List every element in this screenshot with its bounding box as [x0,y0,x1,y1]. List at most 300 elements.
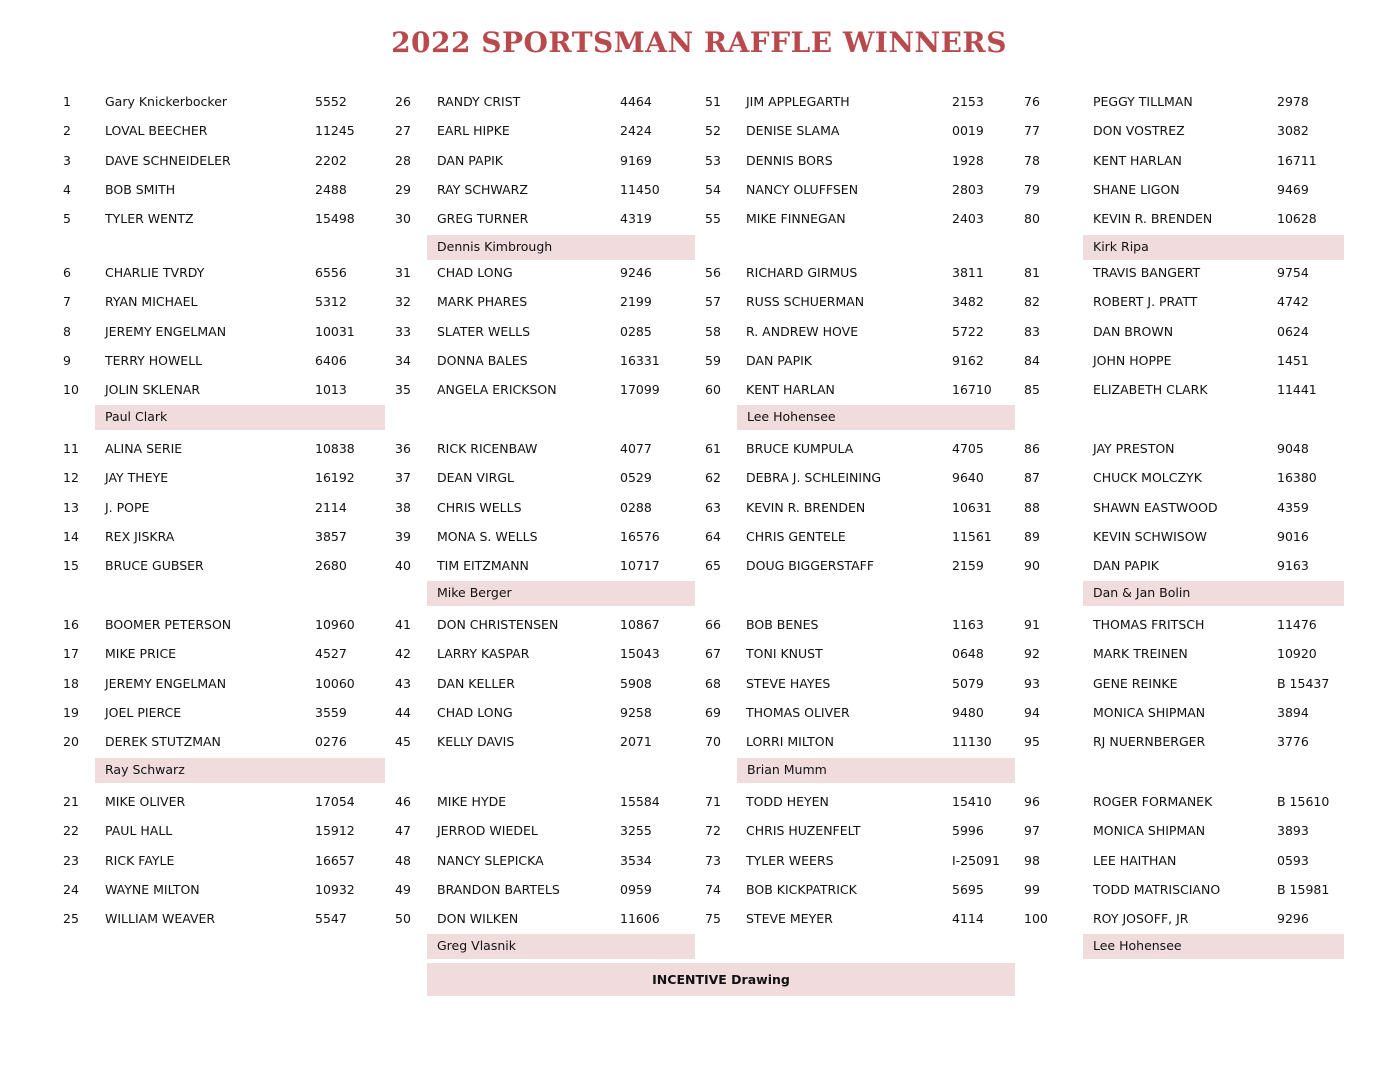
winner-number: 12 [63,470,79,486]
winner-number: 8 [63,323,71,339]
winner-number: 81 [1024,265,1040,280]
winner-number: 36 [395,441,411,456]
winner-name: ROY JOSOFF, JR [1093,911,1189,927]
winner-name: KEVIN SCHWISOW [1093,528,1207,544]
incentive-drawing-label: INCENTIVE Drawing [652,972,790,987]
winner-number: 99 [1024,881,1040,897]
ticket-number: 10628 [1277,211,1317,227]
ticket-number: 3776 [1277,734,1309,750]
ticket-number: 2153 [952,94,984,109]
winner-name: DON CHRISTENSEN [437,617,559,632]
ticket-number: 5547 [315,911,347,927]
winner-name: REX JISKRA [105,528,175,544]
winner-name: DENNIS BORS [746,152,833,168]
ticket-number: 2424 [620,123,652,139]
winner-number: 88 [1024,499,1040,515]
ticket-number: 11245 [315,123,355,139]
ticket-number: 16710 [952,382,992,398]
ticket-number: 16380 [1277,470,1317,486]
winner-name: RAY SCHWARZ [437,181,528,197]
winner-name: MONA S. WELLS [437,528,538,544]
ticket-number: B 15437 [1277,675,1330,691]
winner-name: NANCY SLEPICKA [437,852,544,868]
page-title: 2022 SPORTSMAN RAFFLE WINNERS [391,26,1007,59]
prize-winner-name: Kirk Ripa [1093,239,1149,254]
winner-number: 76 [1024,94,1040,109]
ticket-number: 10717 [620,558,660,574]
prize-winner-name: Brian Mumm [747,762,827,777]
winner-name: GENE REINKE [1093,675,1178,691]
ticket-number: 10838 [315,441,355,456]
winner-name: TYLER WEERS [746,852,834,868]
winner-name: MARK PHARES [437,294,528,310]
ticket-number: 4705 [952,441,984,456]
ticket-number: 2680 [315,558,347,574]
winner-name: DON VOSTREZ [1093,123,1185,139]
winner-number: 46 [395,794,411,809]
ticket-number: 3893 [1277,823,1309,839]
winner-name: MONICA SHIPMAN [1093,823,1206,839]
winner-number: 33 [395,323,411,339]
winner-name: WAYNE MILTON [105,881,200,897]
winner-name: BOB BENES [746,617,819,632]
winner-number: 14 [63,528,79,544]
winner-number: 42 [395,646,411,662]
winner-name: DOUG BIGGERSTAFF [746,558,875,574]
winner-number: 26 [395,94,411,109]
winner-number: 11 [63,441,79,456]
prize-winner-name: Lee Hohensee [747,409,836,424]
winner-number: 38 [395,499,411,515]
winner-number: 19 [63,704,79,720]
winner-name: STEVE MEYER [746,911,833,927]
ticket-number: 0529 [620,470,652,486]
winner-name: JIM APPLEGARTH [746,94,850,109]
winner-name: CHRIS GENTELE [746,528,846,544]
winner-number: 55 [705,211,721,227]
winner-name: BOB KICKPATRICK [746,881,857,897]
ticket-number: 9640 [952,470,984,486]
ticket-number: 0648 [952,646,984,662]
winner-number: 85 [1024,382,1040,398]
winner-number: 1 [63,94,71,109]
winner-name: LOVAL BEECHER [105,123,208,139]
ticket-number: 0959 [620,881,652,897]
winner-number: 16 [63,617,79,632]
winner-name: TODD HEYEN [746,794,829,809]
winner-name: THOMAS OLIVER [746,704,850,720]
incentive-drawing-band [427,963,1015,996]
ticket-number: 9469 [1277,181,1309,197]
winner-name: MARK TREINEN [1093,646,1188,662]
winner-name: EARL HIPKE [437,123,510,139]
winner-number: 50 [395,911,411,927]
winner-name: DEREK STUTZMAN [105,734,221,750]
ticket-number: 2403 [952,211,984,227]
winner-name: JERROD WIEDEL [437,823,538,839]
winner-number: 63 [705,499,721,515]
ticket-number: 6556 [315,265,347,280]
winner-number: 86 [1024,441,1040,456]
winner-number: 96 [1024,794,1040,809]
winner-number: 3 [63,152,71,168]
winner-number: 43 [395,675,411,691]
ticket-number: 2488 [315,181,347,197]
winner-name: CHAD LONG [437,265,513,280]
winner-number: 31 [395,265,411,280]
winner-name: RICHARD GIRMUS [746,265,858,280]
winner-number: 72 [705,823,721,839]
winner-name: SHAWN EASTWOOD [1093,499,1218,515]
winner-number: 78 [1024,152,1040,168]
ticket-number: 4077 [620,441,652,456]
winner-name: BRUCE GUBSER [105,558,204,574]
winner-name: CHUCK MOLCZYK [1093,470,1202,486]
winner-number: 94 [1024,704,1040,720]
winner-number: 71 [705,794,721,809]
ticket-number: 16192 [315,470,355,486]
winner-name: ROBERT J. PRATT [1093,294,1198,310]
prize-winner-name: Lee Hohensee [1093,938,1182,953]
ticket-number: 2199 [620,294,652,310]
winner-number: 62 [705,470,721,486]
ticket-number: 9048 [1277,441,1309,456]
winner-number: 79 [1024,181,1040,197]
ticket-number: 15498 [315,211,355,227]
ticket-number: 15043 [620,646,660,662]
winner-number: 27 [395,123,411,139]
winner-name: TODD MATRISCIANO [1093,881,1221,897]
ticket-number: 0276 [315,734,347,750]
winner-number: 2 [63,123,71,139]
winner-number: 20 [63,734,79,750]
ticket-number: 6406 [315,352,347,368]
ticket-number: 3482 [952,294,984,310]
ticket-number: 0624 [1277,323,1309,339]
winner-number: 57 [705,294,721,310]
winner-number: 49 [395,881,411,897]
ticket-number: 15410 [952,794,992,809]
winner-number: 41 [395,617,411,632]
winner-name: CHARLIE TVRDY [105,265,205,280]
ticket-number: 16711 [1277,152,1317,168]
prize-winner-name: Ray Schwarz [105,762,185,777]
ticket-number: 4114 [952,911,984,927]
ticket-number: 1451 [1277,352,1309,368]
winner-name: BRANDON BARTELS [437,881,560,897]
winner-name: WILLIAM WEAVER [105,911,216,927]
winner-number: 28 [395,152,411,168]
ticket-number: 10932 [315,881,355,897]
winner-name: DAN KELLER [437,675,515,691]
winner-name: JOHN HOPPE [1093,352,1172,368]
winner-name: KENT HARLAN [746,382,835,398]
winner-name: TRAVIS BANGERT [1093,265,1201,280]
winner-number: 58 [705,323,721,339]
ticket-number: 0288 [620,499,652,515]
winner-number: 32 [395,294,411,310]
winner-number: 9 [63,352,71,368]
winner-number: 66 [705,617,721,632]
ticket-number: 3894 [1277,704,1309,720]
winner-name: GREG TURNER [437,211,529,227]
ticket-number: 16576 [620,528,660,544]
ticket-number: 16331 [620,352,660,368]
ticket-number: 4527 [315,646,347,662]
winner-number: 22 [63,823,79,839]
winner-number: 18 [63,675,79,691]
winner-number: 45 [395,734,411,750]
ticket-number: I-25091 [952,852,1000,868]
ticket-number: 3255 [620,823,652,839]
winner-number: 6 [63,265,71,280]
winner-name: MIKE OLIVER [105,794,186,809]
winner-number: 52 [705,123,721,139]
winner-number: 73 [705,852,721,868]
ticket-number: 10960 [315,617,355,632]
winner-name: JOEL PIERCE [105,704,182,720]
winner-number: 68 [705,675,721,691]
winner-name: DONNA BALES [437,352,528,368]
winner-name: MONICA SHIPMAN [1093,704,1206,720]
ticket-number: 10060 [315,675,355,691]
winner-name: KEVIN R. BRENDEN [1093,211,1213,227]
winner-name: DON WILKEN [437,911,519,927]
winner-number: 100 [1024,911,1048,927]
winner-number: 34 [395,352,411,368]
winner-name: TONI KNUST [746,646,823,662]
ticket-number: 11561 [952,528,992,544]
winner-number: 61 [705,441,721,456]
winner-name: ALINA SERIE [105,441,183,456]
winner-number: 97 [1024,823,1040,839]
winner-name: SLATER WELLS [437,323,531,339]
winner-name: JAY THEYE [105,470,169,486]
winner-number: 53 [705,152,721,168]
ticket-number: 5908 [620,675,652,691]
ticket-number: 10031 [315,323,355,339]
ticket-number: 0285 [620,323,652,339]
winner-name: DAN BROWN [1093,323,1174,339]
winner-name: ANGELA ERICKSON [437,382,557,398]
winner-number: 25 [63,911,79,927]
ticket-number: 9754 [1277,265,1309,280]
winner-number: 40 [395,558,411,574]
winner-number: 91 [1024,617,1040,632]
ticket-number: 11606 [620,911,660,927]
winner-number: 75 [705,911,721,927]
winner-name: CHAD LONG [437,704,513,720]
winner-number: 30 [395,211,411,227]
winner-name: RICK FAYLE [105,852,175,868]
winner-name: RJ NUERNBERGER [1093,734,1206,750]
ticket-number: 11441 [1277,382,1317,398]
winner-name: RUSS SCHUERMAN [746,294,865,310]
prize-winner-name: Dennis Kimbrough [437,239,553,254]
winner-number: 56 [705,265,721,280]
winner-name: DAVE SCHNEIDELER [105,152,231,168]
winner-name: DEAN VIRGL [437,470,514,486]
winner-name: KENT HARLAN [1093,152,1182,168]
winner-name: NANCY OLUFFSEN [746,181,859,197]
winner-number: 70 [705,734,721,750]
winner-name: LARRY KASPAR [437,646,530,662]
winner-number: 37 [395,470,411,486]
ticket-number: 3082 [1277,123,1309,139]
winner-name: J. POPE [105,499,150,515]
winner-name: CHRIS WELLS [437,499,522,515]
winner-name: RANDY CRIST [437,94,521,109]
winner-name: DEBRA J. SCHLEINING [746,470,882,486]
winner-name: DAN PAPIK [746,352,812,368]
winner-name: JAY PRESTON [1093,441,1175,456]
winner-number: 60 [705,382,721,398]
winner-name: MIKE FINNEGAN [746,211,846,227]
winner-number: 90 [1024,558,1040,574]
winner-number: 59 [705,352,721,368]
winner-name: BOOMER PETERSON [105,617,232,632]
winner-number: 89 [1024,528,1040,544]
winner-number: 5 [63,211,71,227]
ticket-number: 10867 [620,617,660,632]
winner-number: 80 [1024,211,1040,227]
ticket-number: 16657 [315,852,355,868]
winner-number: 92 [1024,646,1040,662]
winner-name: TERRY HOWELL [105,352,203,368]
ticket-number: 17054 [315,794,355,809]
winner-name: THOMAS FRITSCH [1093,617,1205,632]
ticket-number: 5312 [315,294,347,310]
ticket-number: 5996 [952,823,984,839]
ticket-number: 2159 [952,558,984,574]
winner-number: 4 [63,181,71,197]
ticket-number: 1928 [952,152,984,168]
ticket-number: 10920 [1277,646,1317,662]
ticket-number: 2071 [620,734,652,750]
winner-number: 23 [63,852,79,868]
ticket-number: 4464 [620,94,652,109]
ticket-number: 5079 [952,675,984,691]
ticket-number: 9162 [952,352,984,368]
winner-number: 54 [705,181,721,197]
winner-number: 51 [705,94,721,109]
winner-name: Gary Knickerbocker [105,94,228,109]
ticket-number: 3534 [620,852,652,868]
winner-name: R. ANDREW HOVE [746,323,859,339]
winner-number: 65 [705,558,721,574]
winner-number: 64 [705,528,721,544]
winner-name: DAN PAPIK [1093,558,1159,574]
winner-number: 87 [1024,470,1040,486]
ticket-number: 15912 [315,823,355,839]
ticket-number: 9296 [1277,911,1309,927]
ticket-number: 9169 [620,152,652,168]
ticket-number: 5722 [952,323,984,339]
winner-number: 17 [63,646,79,662]
winner-number: 7 [63,294,71,310]
winner-number: 48 [395,852,411,868]
ticket-number: 2114 [315,499,347,515]
winner-number: 84 [1024,352,1040,368]
winner-name: RYAN MICHAEL [105,294,198,310]
prize-winner-name: Greg Vlasnik [437,938,516,953]
ticket-number: B 15981 [1277,881,1330,897]
winner-number: 67 [705,646,721,662]
winner-number: 13 [63,499,79,515]
ticket-number: 4359 [1277,499,1309,515]
ticket-number: 9258 [620,704,652,720]
winner-name: RICK RICENBAW [437,441,538,456]
winner-name: JEREMY ENGELMAN [105,323,227,339]
winner-number: 35 [395,382,411,398]
winner-number: 44 [395,704,411,720]
ticket-number: 1163 [952,617,984,632]
winner-name: SHANE LIGON [1093,181,1180,197]
ticket-number: B 15610 [1277,794,1330,809]
winner-name: ELIZABETH CLARK [1093,382,1208,398]
ticket-number: 3857 [315,528,347,544]
winner-number: 29 [395,181,411,197]
prize-winner-name: Paul Clark [105,409,168,424]
winner-number: 93 [1024,675,1040,691]
winner-name: PEGGY TILLMAN [1093,94,1193,109]
ticket-number: 2803 [952,181,984,197]
winner-number: 21 [63,794,79,809]
winner-name: CHRIS HUZENFELT [746,823,861,839]
winner-name: BRUCE KUMPULA [746,441,854,456]
winner-name: PAUL HALL [105,823,173,839]
winner-name: LEE HAITHAN [1093,852,1177,868]
winner-name: DENISE SLAMA [746,123,840,139]
prize-winner-name: Dan & Jan Bolin [1093,585,1191,600]
winner-number: 74 [705,881,721,897]
winner-name: JEREMY ENGELMAN [105,675,227,691]
winner-number: 98 [1024,852,1040,868]
winner-name: BOB SMITH [105,181,176,197]
ticket-number: 3559 [315,704,347,720]
winner-number: 24 [63,881,79,897]
ticket-number: 17099 [620,382,660,398]
ticket-number: 11130 [952,734,992,750]
winner-number: 95 [1024,734,1040,750]
prize-winner-name: Mike Berger [437,585,512,600]
winner-name: KELLY DAVIS [437,734,515,750]
winner-name: MIKE PRICE [105,646,177,662]
ticket-number: 2202 [315,152,347,168]
ticket-number: 9016 [1277,528,1309,544]
winner-name: LORRI MILTON [746,734,834,750]
winner-name: TYLER WENTZ [105,211,194,227]
winner-name: KEVIN R. BRENDEN [746,499,866,515]
ticket-number: 0019 [952,123,984,139]
ticket-number: 15584 [620,794,660,809]
ticket-number: 9163 [1277,558,1309,574]
winner-number: 77 [1024,123,1040,139]
ticket-number: 3811 [952,265,984,280]
ticket-number: 5695 [952,881,984,897]
winner-number: 10 [63,382,79,398]
ticket-number: 5552 [315,94,347,109]
winner-number: 82 [1024,294,1040,310]
ticket-number: 9246 [620,265,652,280]
ticket-number: 1013 [315,382,347,398]
winner-number: 83 [1024,323,1040,339]
winner-number: 47 [395,823,411,839]
winner-number: 39 [395,528,411,544]
ticket-number: 11450 [620,181,660,197]
winner-name: MIKE HYDE [437,794,507,809]
ticket-number: 10631 [952,499,992,515]
